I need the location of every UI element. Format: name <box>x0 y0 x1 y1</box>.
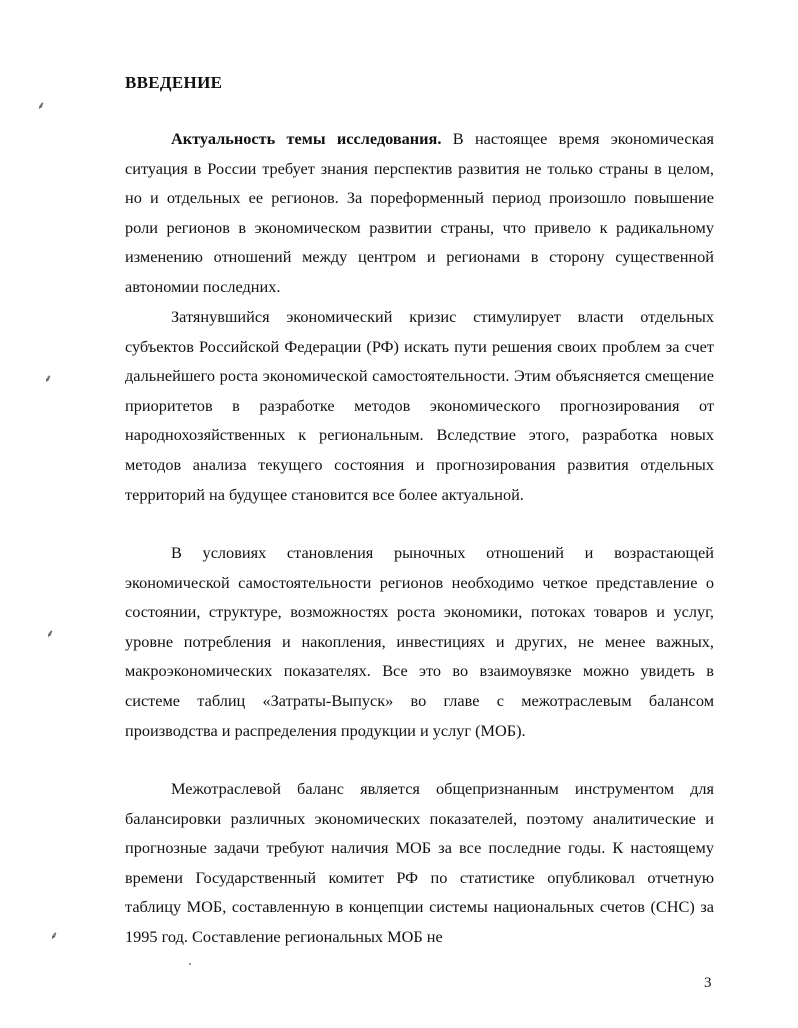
scan-artifact-icon: ⸙ <box>50 929 59 942</box>
paragraph-crisis: Затянувшийся экономический кризис стимулирует власти отдельных субъектов Российской Федерации (РФ) искать пути решения своих проблем за счет дальнейшего роста экономической самостоятельности. Этим объясняется смещение приоритетов в разработке методов экономического прогнозирования от народнохозяйственных к региональным. Вследствие этого, разработка новых методов анализа текущего состояния и прогнозирования развития отдельных территорий на будущее становится все более актуальной. <box>125 307 714 504</box>
scan-artifact-icon: ⸙ <box>44 372 53 385</box>
paragraph-market-conditions: В условиях становления рыночных отношений и возрастающей экономической самостоятельности регионов необходимо четкое представление о состоянии, структуре, возможностях роста экономики, потоках товаров и услуг, уровне потребления и накопления, инвестициях и других, не менее важных, макроэкономических показателях. Все это во взаимоувязке можно увидеть в системе таблиц «Затраты-Выпуск» во главе с межотраслевым балансом производства и распределения продукции и услуг (МОБ). <box>125 543 714 740</box>
page-number: 3 <box>704 975 712 991</box>
paragraph-text: В настоящее время экономическая ситуация в России требует знания перспектив развития не только страны в целом, но и отдельных ее регионов. За пореформенный период произошло повышение роли регионов в экономическом развитии страны, что привело к радикальному изменению отношений между центром и регионами в сторону существенной автономии последних. <box>125 129 715 296</box>
scan-artifact-icon: ⸙ <box>37 99 46 112</box>
paragraph-lead-bold: Актуальность темы исследования. <box>171 129 442 148</box>
paragraph-input-output-balance: Межотраслевой баланс является общепризнанным инструментом для балансировки различных экономических показателей, поэтому аналитические и прогнозные задачи требуют наличия МОБ за все последние годы. К настоящему времени Государственный комитет РФ по статистике опубликовал отчетную таблицу МОБ, составленную в концепции системы национальных счетов (СНС) за 1995 год. Составление региональных МОБ не <box>125 779 714 946</box>
scan-artifact-icon: ⸙ <box>46 627 55 640</box>
paragraph-relevance <box>125 124 714 302</box>
scan-speck <box>189 963 191 965</box>
section-heading: ВВЕДЕНИЕ <box>125 73 223 92</box>
